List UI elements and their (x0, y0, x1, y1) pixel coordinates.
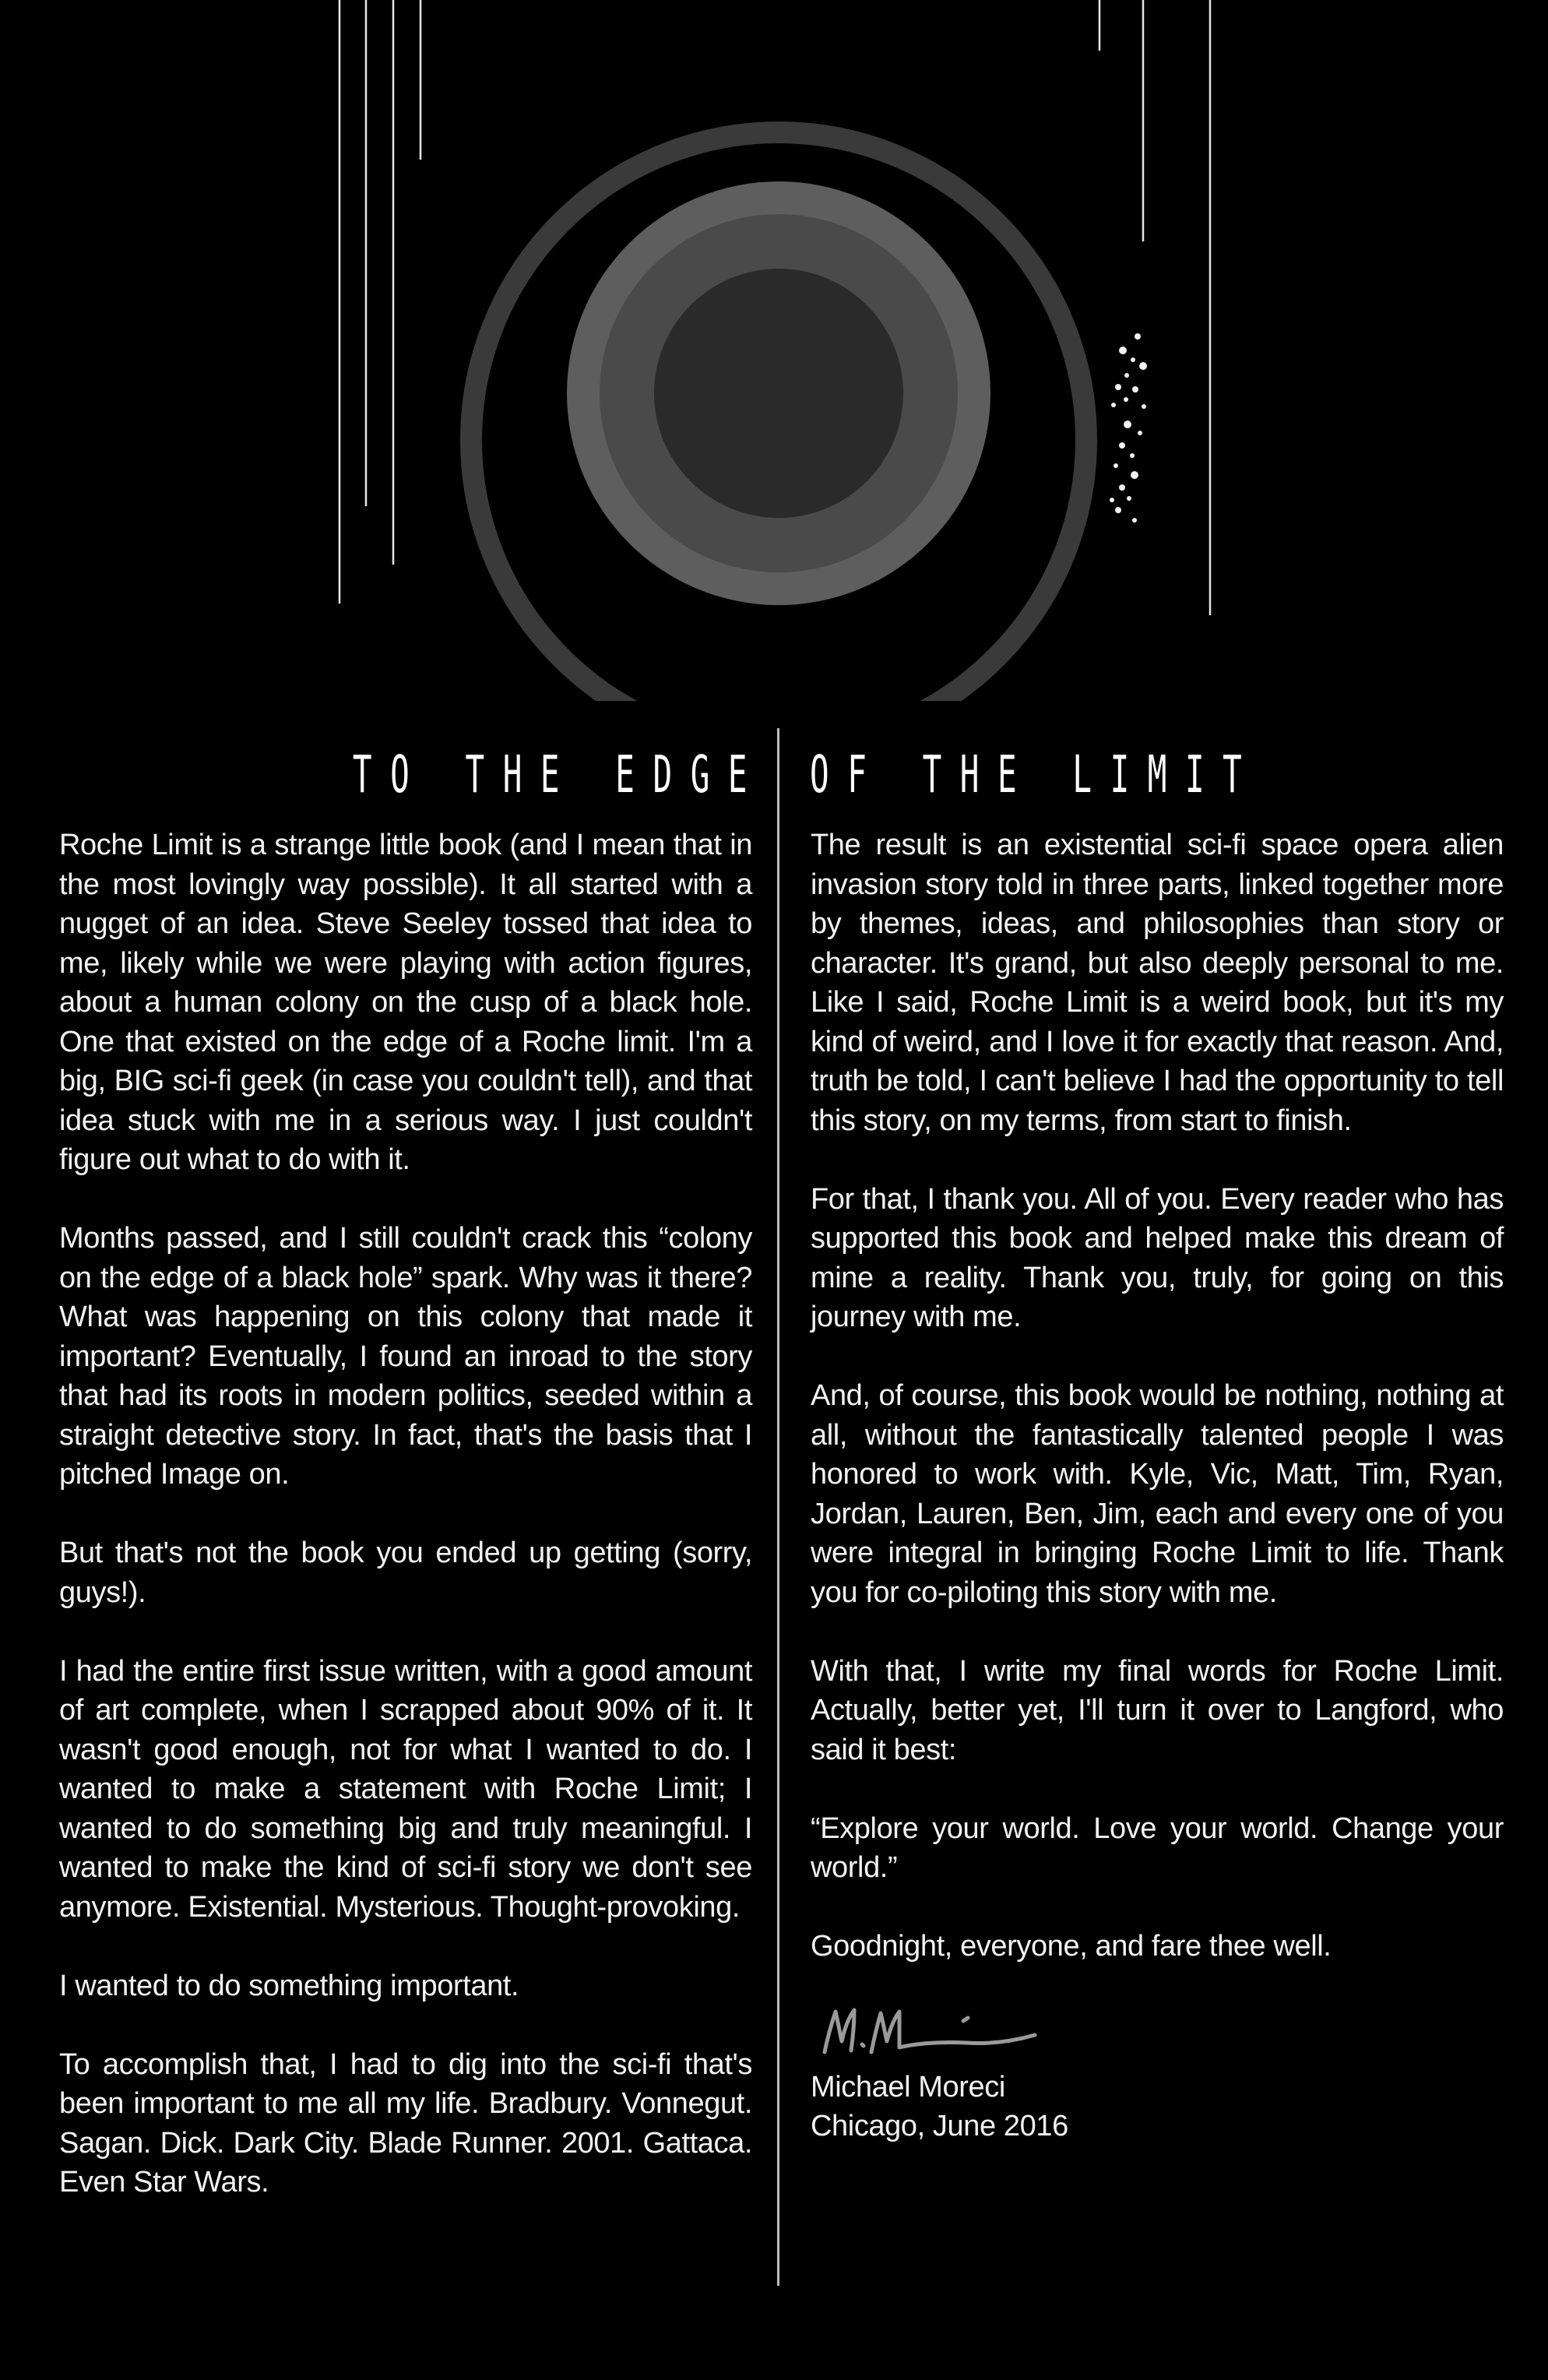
black-hole-illustration (0, 0, 1548, 701)
handwritten-signature (818, 1990, 1052, 2060)
author-name: Michael Moreci (811, 2070, 1005, 2104)
paragraph: The result is an existential sci-fi space opera alien invasion story told in three parts, linked together more by themes, ideas, and philosophies than story or character. It's grand, but also deeply personal to me. Like I said, Roche Limit is a weird book, but it's my kind of weird, and I love it for exactly that reason. And, truth be told, I can't believe I had the opportunity to tell this story, on my terms, from start to finish. (811, 829, 1504, 1137)
paragraph: And, of course, this book would be nothing, nothing at all, without the fantastically talented people I was honored to work with. Kyle, Vic, Matt, Tim, Ryan, Jordan, Lauren, Ben, Jim, each and every one of you were integral in bringing Roche Limit to life. Thank you for co-piloting this story with me. (811, 1379, 1504, 1609)
paragraph: “Explore your world. Love your world. Change your world.” (811, 1811, 1504, 1884)
place-date: Chicago, June 2016 (811, 2110, 1068, 2142)
paragraph: But that's not the book you ended up getting (sorry, guys!). (59, 1537, 752, 1609)
heading-right: OF THE LIMIT (810, 745, 1261, 804)
column-divider (777, 728, 779, 2286)
particle-debris (1110, 333, 1147, 523)
heading-left: TO THE EDGE (352, 745, 765, 804)
paragraph: I had the entire first issue written, with a good amount of art complete, when I scrapped about 90% of it. It wasn't good enough, not for what I wanted to do. I wanted to make a statement with Roche Limit; I wanted to do something big and truly meaningful. I wanted to make the kind of sci-fi story we don't see anymore. Existential. Mysterious. Thought-provoking. (59, 1654, 752, 1924)
core (654, 269, 903, 518)
paragraph: Months passed, and I still couldn't crack this “colony on the edge of a black hole” spark. Why was it there? What was happening on this colony that made it important? Eventually, I found an inroad to the story that had its roots in modern politics, seeded within a straight detective story. In fact, that's the basis that I pitched Image on. (59, 1222, 752, 1491)
falling-streaks-left (340, 0, 420, 604)
paragraph: Roche Limit is a strange little book (and I mean that in the most lovingly way possible). It all started with a nugget of an idea. Steve Seeley tossed that idea to me, likely while we were playing with action figures, about a human colony on the cusp of a black hole. One that existed on the edge of a Roche limit. I'm a big, BIG sci-fi geek (in case you couldn't tell), and that idea stuck with me in a serious way. I just couldn't figure out what to do with it. (59, 829, 752, 1176)
paragraph: I wanted to do something important. (59, 1969, 519, 2002)
paragraph: To accomplish that, I had to dig into the sci-fi that's been important to me all my life. Bradbury. Vonnegut. Sagan. Dick. Dark City. Blade Runner. 2001. Gattaca. Even Star Wars. (59, 2047, 752, 2199)
paragraph: For that, I thank you. All of you. Every reader who has supported this book and helped make this dream of mine a reality. Thank you, truly, for going on this journey with me. (811, 1182, 1504, 1333)
paragraph: With that, I write my final words for Roche Limit. Actually, better yet, I'll turn it over to Langford, who said it best: (811, 1654, 1504, 1766)
column-left (59, 826, 752, 2241)
column-right (811, 826, 1504, 2146)
paragraph: Goodnight, everyone, and fare thee well. (811, 1930, 1332, 1963)
falling-streaks-right (1099, 0, 1210, 615)
